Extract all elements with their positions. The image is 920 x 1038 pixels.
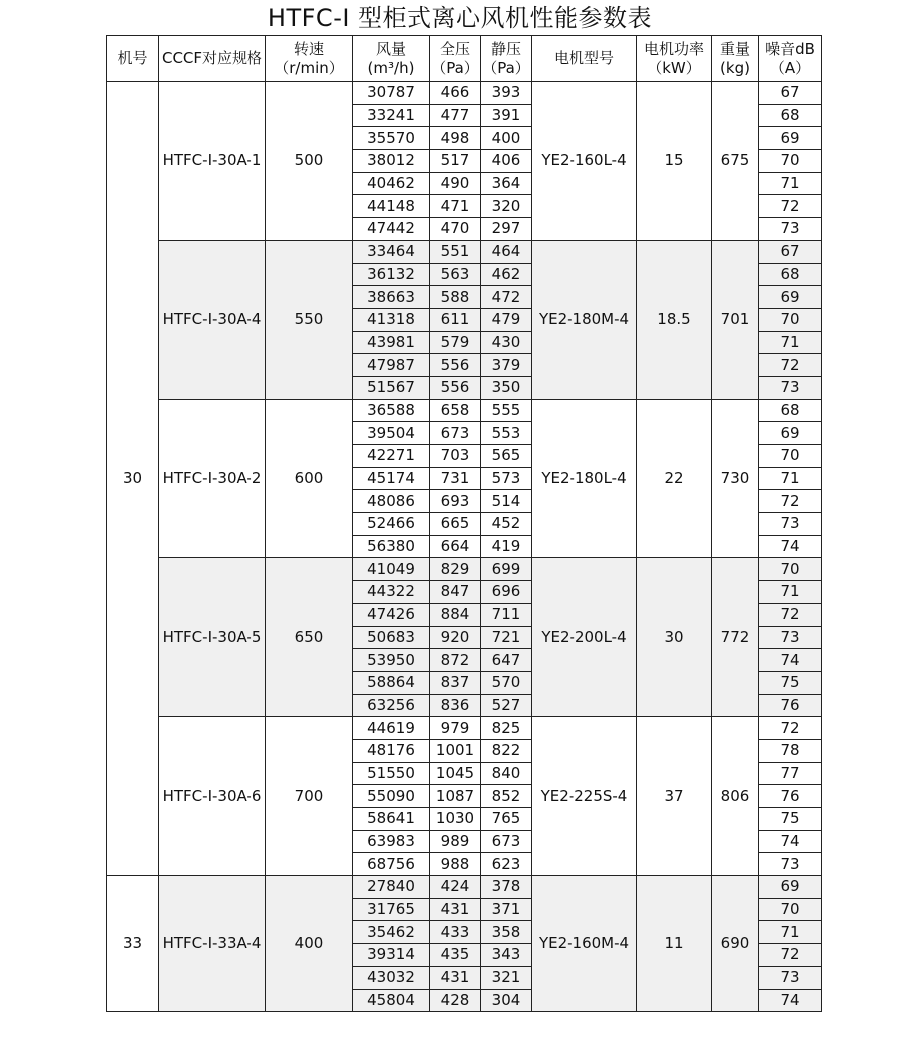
header-static-pressure: 静压 （Pa）: [481, 36, 532, 82]
noise-cell: 71: [759, 921, 822, 944]
total-pressure-cell: 1001: [430, 739, 481, 762]
noise-cell: 75: [759, 808, 822, 831]
noise-cell: 73: [759, 853, 822, 876]
spec-cell: HTFC-I-30A-4: [159, 240, 266, 399]
noise-cell: 72: [759, 944, 822, 967]
header-speed: 转速 （r/min）: [266, 36, 353, 82]
total-pressure-cell: 837: [430, 671, 481, 694]
table-row: [107, 82, 822, 105]
flow-cell: 38012: [353, 150, 430, 173]
header-flow: 风量 (m³/h): [353, 36, 430, 82]
total-pressure-cell: 424: [430, 876, 481, 899]
total-pressure-cell: 920: [430, 626, 481, 649]
spec-cell: HTFC-I-33A-4: [159, 876, 266, 1012]
total-pressure-cell: 1045: [430, 762, 481, 785]
total-pressure-cell: 466: [430, 82, 481, 105]
header-weight: 重量 (kg): [712, 36, 759, 82]
static-pressure-cell: 364: [481, 172, 532, 195]
noise-cell: 76: [759, 785, 822, 808]
flow-cell: 42271: [353, 445, 430, 468]
total-pressure-cell: 579: [430, 331, 481, 354]
total-pressure-cell: 435: [430, 944, 481, 967]
flow-cell: 33241: [353, 104, 430, 127]
header-spec: CCCF对应规格: [159, 36, 266, 82]
noise-cell: 68: [759, 263, 822, 286]
noise-cell: 74: [759, 830, 822, 853]
flow-cell: 50683: [353, 626, 430, 649]
noise-cell: 73: [759, 626, 822, 649]
motor-cell: YE2-200L-4: [532, 558, 637, 717]
flow-cell: 47442: [353, 218, 430, 241]
flow-cell: 63256: [353, 694, 430, 717]
noise-cell: 69: [759, 876, 822, 899]
motor-cell: YE2-160L-4: [532, 82, 637, 241]
static-pressure-cell: 647: [481, 649, 532, 672]
noise-cell: 72: [759, 195, 822, 218]
motor-cell: YE2-180L-4: [532, 399, 637, 558]
noise-cell: 70: [759, 558, 822, 581]
static-pressure-cell: 514: [481, 490, 532, 513]
flow-cell: 35462: [353, 921, 430, 944]
noise-cell: 69: [759, 422, 822, 445]
static-pressure-cell: 297: [481, 218, 532, 241]
table-row: [107, 717, 822, 740]
total-pressure-cell: 490: [430, 172, 481, 195]
total-pressure-cell: 551: [430, 240, 481, 263]
static-pressure-cell: 721: [481, 626, 532, 649]
flow-cell: 47426: [353, 603, 430, 626]
total-pressure-cell: 517: [430, 150, 481, 173]
noise-cell: 78: [759, 739, 822, 762]
total-pressure-cell: 471: [430, 195, 481, 218]
noise-cell: 70: [759, 150, 822, 173]
total-pressure-cell: 431: [430, 966, 481, 989]
static-pressure-cell: 304: [481, 989, 532, 1012]
motor-cell: YE2-160M-4: [532, 876, 637, 1012]
flow-cell: 36588: [353, 399, 430, 422]
flow-cell: 44322: [353, 581, 430, 604]
weight-cell: 730: [712, 399, 759, 558]
total-pressure-cell: 988: [430, 853, 481, 876]
total-pressure-cell: 563: [430, 263, 481, 286]
flow-cell: 44619: [353, 717, 430, 740]
noise-cell: 74: [759, 649, 822, 672]
static-pressure-cell: 623: [481, 853, 532, 876]
static-pressure-cell: 320: [481, 195, 532, 218]
total-pressure-cell: 847: [430, 581, 481, 604]
total-pressure-cell: 1030: [430, 808, 481, 831]
noise-cell: 70: [759, 308, 822, 331]
total-pressure-cell: 693: [430, 490, 481, 513]
static-pressure-cell: 350: [481, 376, 532, 399]
noise-cell: 72: [759, 354, 822, 377]
spec-cell: HTFC-I-30A-6: [159, 717, 266, 876]
noise-cell: 72: [759, 603, 822, 626]
total-pressure-cell: 665: [430, 513, 481, 536]
table-row: [107, 558, 822, 581]
spec-cell: HTFC-I-30A-5: [159, 558, 266, 717]
speed-cell: 550: [266, 240, 353, 399]
motor-cell: YE2-225S-4: [532, 717, 637, 876]
flow-cell: 31765: [353, 898, 430, 921]
flow-cell: 27840: [353, 876, 430, 899]
static-pressure-cell: 406: [481, 150, 532, 173]
noise-cell: 72: [759, 490, 822, 513]
static-pressure-cell: 852: [481, 785, 532, 808]
spec-cell: HTFC-I-30A-2: [159, 399, 266, 558]
noise-cell: 74: [759, 989, 822, 1012]
static-pressure-cell: 321: [481, 966, 532, 989]
table-row: [107, 240, 822, 263]
table-row: [107, 399, 822, 422]
noise-cell: 67: [759, 82, 822, 105]
weight-cell: 806: [712, 717, 759, 876]
header-motor: 电机型号: [532, 36, 637, 82]
header-total-pressure: 全压 （Pa）: [430, 36, 481, 82]
total-pressure-cell: 556: [430, 354, 481, 377]
flow-cell: 52466: [353, 513, 430, 536]
static-pressure-cell: 573: [481, 467, 532, 490]
static-pressure-cell: 840: [481, 762, 532, 785]
weight-cell: 772: [712, 558, 759, 717]
static-pressure-cell: 419: [481, 535, 532, 558]
static-pressure-cell: 825: [481, 717, 532, 740]
static-pressure-cell: 822: [481, 739, 532, 762]
static-pressure-cell: 393: [481, 82, 532, 105]
static-pressure-cell: 378: [481, 876, 532, 899]
static-pressure-cell: 711: [481, 603, 532, 626]
total-pressure-cell: 884: [430, 603, 481, 626]
noise-cell: 71: [759, 467, 822, 490]
static-pressure-cell: 527: [481, 694, 532, 717]
noise-cell: 71: [759, 331, 822, 354]
noise-cell: 75: [759, 671, 822, 694]
weight-cell: 690: [712, 876, 759, 1012]
flow-cell: 33464: [353, 240, 430, 263]
static-pressure-cell: 464: [481, 240, 532, 263]
flow-cell: 40462: [353, 172, 430, 195]
static-pressure-cell: 699: [481, 558, 532, 581]
total-pressure-cell: 556: [430, 376, 481, 399]
header-row: [107, 36, 822, 82]
flow-cell: 55090: [353, 785, 430, 808]
weight-cell: 701: [712, 240, 759, 399]
flow-cell: 44148: [353, 195, 430, 218]
machine-number-cell: 30: [107, 82, 159, 876]
power-cell: 18.5: [637, 240, 712, 399]
speed-cell: 400: [266, 876, 353, 1012]
static-pressure-cell: 379: [481, 354, 532, 377]
flow-cell: 63983: [353, 830, 430, 853]
flow-cell: 58641: [353, 808, 430, 831]
noise-cell: 71: [759, 172, 822, 195]
flow-cell: 68756: [353, 853, 430, 876]
noise-cell: 77: [759, 762, 822, 785]
power-cell: 22: [637, 399, 712, 558]
page-title: HTFC-I 型柜式离心风机性能参数表: [267, 4, 653, 32]
static-pressure-cell: 358: [481, 921, 532, 944]
flow-cell: 53950: [353, 649, 430, 672]
static-pressure-cell: 673: [481, 830, 532, 853]
flow-cell: 58864: [353, 671, 430, 694]
noise-cell: 76: [759, 694, 822, 717]
flow-cell: 35570: [353, 127, 430, 150]
noise-cell: 73: [759, 376, 822, 399]
speed-cell: 700: [266, 717, 353, 876]
noise-cell: 71: [759, 581, 822, 604]
noise-cell: 72: [759, 717, 822, 740]
total-pressure-cell: 431: [430, 898, 481, 921]
static-pressure-cell: 555: [481, 399, 532, 422]
static-pressure-cell: 371: [481, 898, 532, 921]
flow-cell: 41318: [353, 308, 430, 331]
noise-cell: 73: [759, 513, 822, 536]
total-pressure-cell: 1087: [430, 785, 481, 808]
table-body: [107, 82, 822, 1012]
flow-cell: 47987: [353, 354, 430, 377]
noise-cell: 69: [759, 127, 822, 150]
motor-cell: YE2-180M-4: [532, 240, 637, 399]
noise-cell: 74: [759, 535, 822, 558]
static-pressure-cell: 391: [481, 104, 532, 127]
static-pressure-cell: 400: [481, 127, 532, 150]
total-pressure-cell: 470: [430, 218, 481, 241]
noise-cell: 67: [759, 240, 822, 263]
total-pressure-cell: 836: [430, 694, 481, 717]
total-pressure-cell: 433: [430, 921, 481, 944]
power-cell: 15: [637, 82, 712, 241]
noise-cell: 73: [759, 218, 822, 241]
total-pressure-cell: 658: [430, 399, 481, 422]
total-pressure-cell: 498: [430, 127, 481, 150]
header-power: 电机功率 （kW）: [637, 36, 712, 82]
total-pressure-cell: 611: [430, 308, 481, 331]
flow-cell: 43981: [353, 331, 430, 354]
flow-cell: 51550: [353, 762, 430, 785]
flow-cell: 48176: [353, 739, 430, 762]
power-cell: 11: [637, 876, 712, 1012]
noise-cell: 69: [759, 286, 822, 309]
total-pressure-cell: 664: [430, 535, 481, 558]
flow-cell: 56380: [353, 535, 430, 558]
total-pressure-cell: 703: [430, 445, 481, 468]
speed-cell: 500: [266, 82, 353, 241]
header-noise: 噪音dB （A）: [759, 36, 822, 82]
static-pressure-cell: 565: [481, 445, 532, 468]
static-pressure-cell: 343: [481, 944, 532, 967]
speed-cell: 600: [266, 399, 353, 558]
machine-number-cell: 33: [107, 876, 159, 1012]
speed-cell: 650: [266, 558, 353, 717]
flow-cell: 48086: [353, 490, 430, 513]
noise-cell: 68: [759, 399, 822, 422]
noise-cell: 73: [759, 966, 822, 989]
spec-cell: HTFC-I-30A-1: [159, 82, 266, 241]
total-pressure-cell: 588: [430, 286, 481, 309]
static-pressure-cell: 765: [481, 808, 532, 831]
static-pressure-cell: 479: [481, 308, 532, 331]
flow-cell: 39314: [353, 944, 430, 967]
flow-cell: 36132: [353, 263, 430, 286]
flow-cell: 45804: [353, 989, 430, 1012]
total-pressure-cell: 673: [430, 422, 481, 445]
table-row: [107, 876, 822, 899]
static-pressure-cell: 553: [481, 422, 532, 445]
total-pressure-cell: 428: [430, 989, 481, 1012]
header-machine: 机号: [107, 36, 159, 82]
flow-cell: 45174: [353, 467, 430, 490]
total-pressure-cell: 829: [430, 558, 481, 581]
fan-performance-table: [106, 35, 822, 1012]
total-pressure-cell: 979: [430, 717, 481, 740]
total-pressure-cell: 989: [430, 830, 481, 853]
noise-cell: 70: [759, 445, 822, 468]
total-pressure-cell: 477: [430, 104, 481, 127]
static-pressure-cell: 696: [481, 581, 532, 604]
static-pressure-cell: 472: [481, 286, 532, 309]
weight-cell: 675: [712, 82, 759, 241]
static-pressure-cell: 570: [481, 671, 532, 694]
noise-cell: 70: [759, 898, 822, 921]
flow-cell: 38663: [353, 286, 430, 309]
noise-cell: 68: [759, 104, 822, 127]
flow-cell: 43032: [353, 966, 430, 989]
flow-cell: 39504: [353, 422, 430, 445]
power-cell: 30: [637, 558, 712, 717]
static-pressure-cell: 430: [481, 331, 532, 354]
power-cell: 37: [637, 717, 712, 876]
total-pressure-cell: 872: [430, 649, 481, 672]
total-pressure-cell: 731: [430, 467, 481, 490]
static-pressure-cell: 452: [481, 513, 532, 536]
flow-cell: 41049: [353, 558, 430, 581]
static-pressure-cell: 462: [481, 263, 532, 286]
flow-cell: 30787: [353, 82, 430, 105]
flow-cell: 51567: [353, 376, 430, 399]
